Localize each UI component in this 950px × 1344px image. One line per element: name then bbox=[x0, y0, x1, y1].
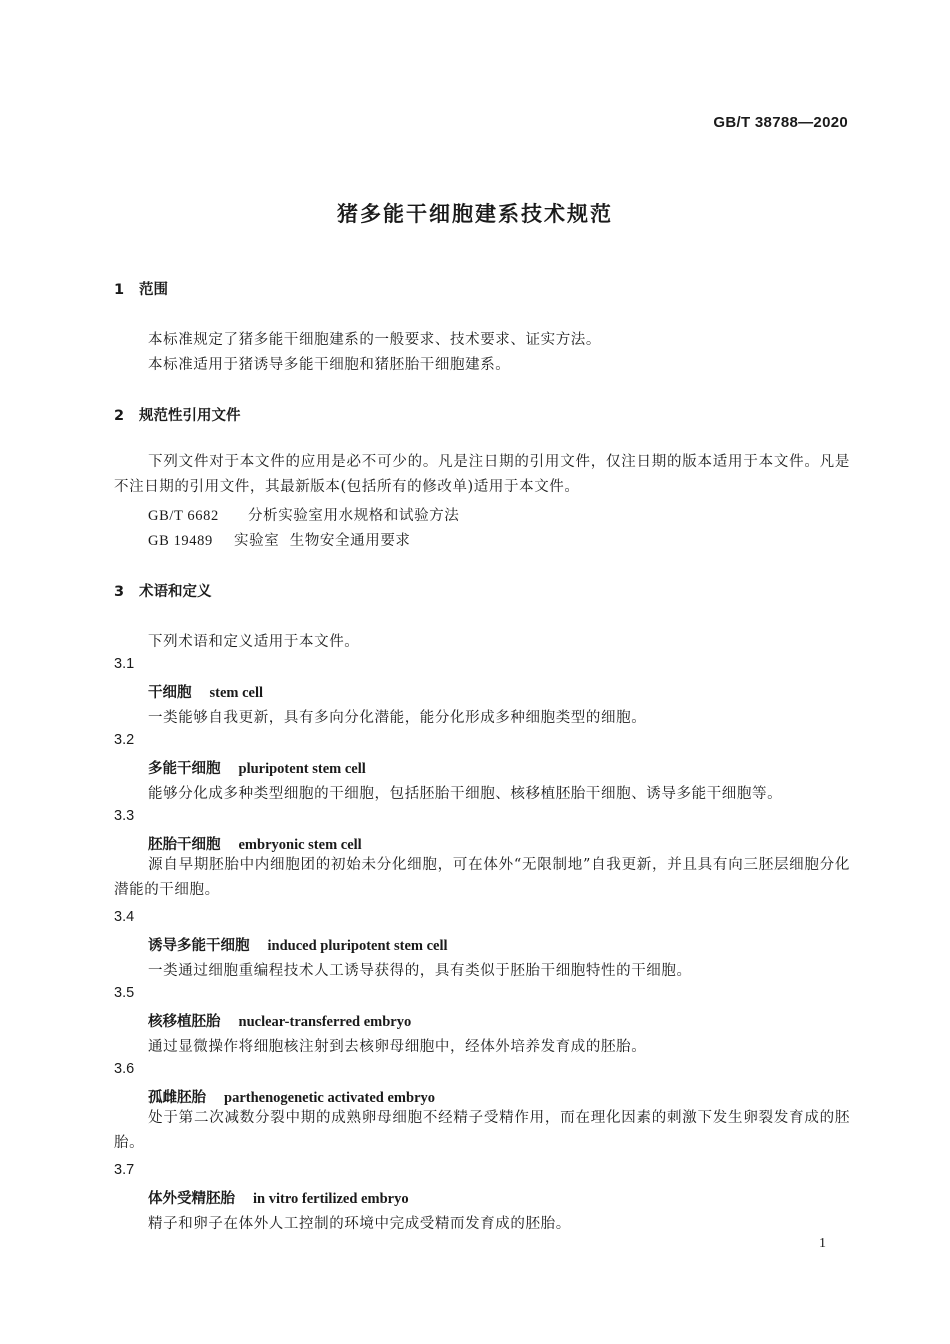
definition-text: 源自早期胚胎中内细胞团的初始未分化细胞，可在体外“无限制地”自我更新，并且具有向三胚层细胞分化潜能的干细胞。 bbox=[114, 857, 850, 898]
term-definition bbox=[114, 853, 850, 903]
term-cn: 孤雌胚胎 bbox=[148, 1090, 206, 1106]
term-en: pluripotent stem cell bbox=[238, 761, 366, 777]
term-number: 3.2 bbox=[114, 732, 135, 748]
term-cn: 胚胎干细胞 bbox=[148, 837, 221, 853]
term-definition: 一类能够自我更新，具有多向分化潜能，能分化形成多种细胞类型的细胞。 bbox=[148, 710, 647, 726]
paragraph: 本标准规定了猪多能干细胞建系的一般要求、技术要求、证实方法。 bbox=[148, 332, 601, 348]
paragraph-text: 下列文件对于本文件的应用是必不可少的。凡是注日期的引用文件，仅注日期的版本适用于本文件。凡是不注日期的引用文件，其最新版本(包括所有的修改单)适用于本文件。 bbox=[114, 454, 850, 495]
normative-reference bbox=[148, 529, 411, 550]
term-heading bbox=[148, 757, 366, 778]
term-definition: 一类通过细胞重编程技术人工诱导获得的，具有类似于胚胎干细胞特性的干细胞。 bbox=[148, 963, 692, 979]
term-heading bbox=[148, 1010, 411, 1031]
section-title: 术语和定义 bbox=[139, 584, 212, 600]
term-number: 3.7 bbox=[114, 1162, 135, 1178]
standard-code: GB/T 38788—2020 bbox=[713, 114, 848, 131]
definition-text: 处于第二次减数分裂中期的成熟卵母细胞不经精子受精作用，而在理化因素的刺激下发生卵裂发育成的胚胎。 bbox=[114, 1110, 850, 1151]
term-en: nuclear-transferred embryo bbox=[238, 1014, 412, 1030]
term-cn: 体外受精胚胎 bbox=[148, 1191, 235, 1207]
term-en: parthenogenetic activated embryo bbox=[224, 1090, 436, 1106]
term-en: induced pluripotent stem cell bbox=[267, 938, 448, 954]
term-number: 3.5 bbox=[114, 985, 135, 1001]
term-definition bbox=[114, 1106, 850, 1156]
paragraph bbox=[114, 450, 850, 500]
reference-code: GB/T 6682 bbox=[148, 508, 219, 524]
term-number: 3.3 bbox=[114, 808, 135, 824]
term-cn: 干细胞 bbox=[148, 685, 192, 701]
term-cn: 诱导多能干细胞 bbox=[148, 938, 250, 954]
term-definition: 精子和卵子在体外人工控制的环境中完成受精而发育成的胚胎。 bbox=[148, 1216, 571, 1232]
term-cn: 多能干细胞 bbox=[148, 761, 221, 777]
section-number: 3 bbox=[114, 584, 125, 600]
term-en: stem cell bbox=[209, 685, 264, 701]
term-definition: 能够分化成多种类型细胞的干细胞，包括胚胎干细胞、核移植胚胎干细胞、诱导多能干细胞等。 bbox=[148, 786, 783, 802]
term-heading bbox=[148, 681, 263, 702]
term-heading bbox=[148, 833, 362, 854]
section-3-heading bbox=[114, 580, 212, 601]
section-2-heading bbox=[114, 404, 241, 425]
term-heading bbox=[148, 1187, 409, 1208]
page-number: 1 bbox=[819, 1236, 826, 1251]
section-1-heading bbox=[114, 278, 168, 299]
section-title: 规范性引用文件 bbox=[139, 408, 241, 424]
reference-title: 实验室 生物安全通用要求 bbox=[234, 533, 411, 549]
document-title: 猪多能干细胞建系技术规范 bbox=[337, 202, 613, 226]
term-number: 3.1 bbox=[114, 656, 135, 672]
term-number: 3.6 bbox=[114, 1061, 135, 1077]
section-number: 1 bbox=[114, 282, 125, 298]
paragraph: 下列术语和定义适用于本文件。 bbox=[148, 634, 360, 650]
term-cn: 核移植胚胎 bbox=[148, 1014, 221, 1030]
reference-code: GB 19489 bbox=[148, 533, 213, 549]
term-definition: 通过显微操作将细胞核注射到去核卵母细胞中，经体外培养发育成的胚胎。 bbox=[148, 1039, 647, 1055]
section-title: 范围 bbox=[139, 282, 168, 298]
term-en: in vitro fertilized embryo bbox=[253, 1191, 409, 1207]
term-en: embryonic stem cell bbox=[238, 837, 362, 853]
section-number: 2 bbox=[114, 408, 125, 424]
paragraph: 本标准适用于猪诱导多能干细胞和猪胚胎干细胞建系。 bbox=[148, 357, 511, 373]
reference-title: 分析实验室用水规格和试验方法 bbox=[248, 508, 460, 524]
term-heading bbox=[148, 934, 448, 955]
term-heading bbox=[148, 1086, 435, 1107]
term-number: 3.4 bbox=[114, 909, 135, 925]
normative-reference bbox=[148, 504, 459, 525]
